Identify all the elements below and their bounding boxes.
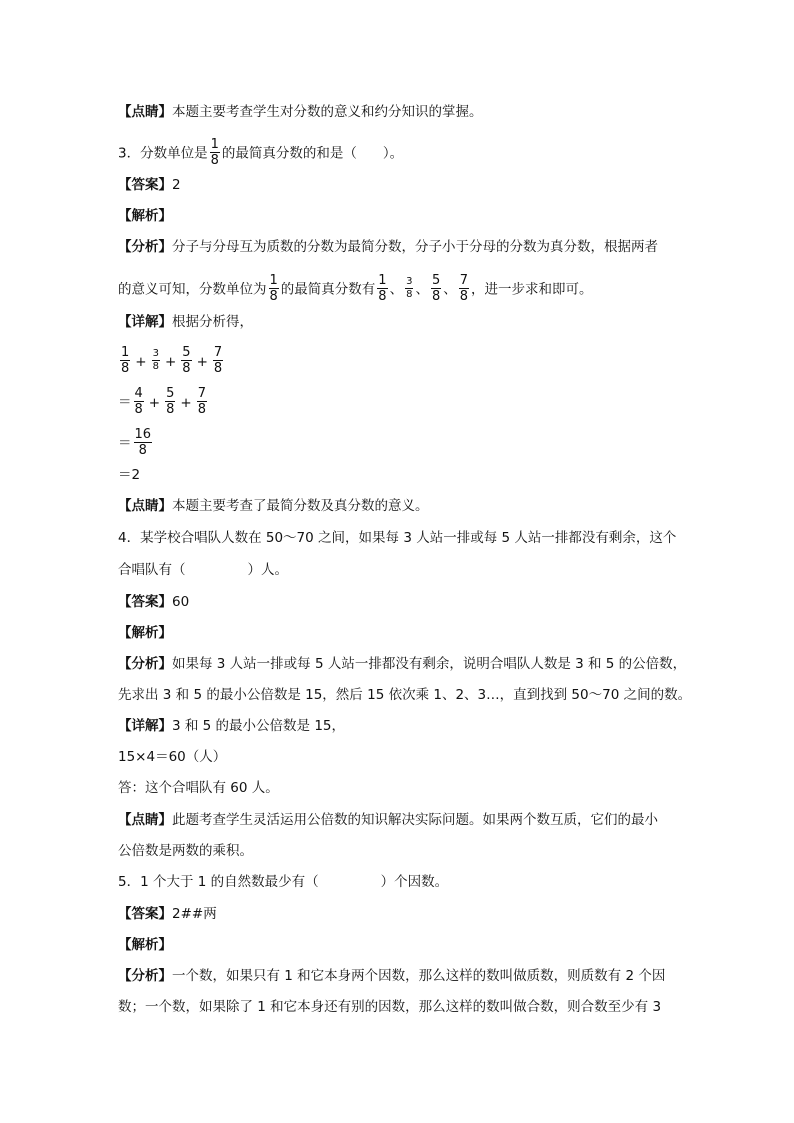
q3-result: ＝2	[118, 467, 141, 483]
fraction: $\frac{7}{8}$	[213, 345, 223, 376]
fraction: $\frac{5}{8}$	[431, 273, 441, 304]
q4-question-line1: 4．某学校合唱队人数在 50～70 之间，如果每 3 人站一排或每 5 人站一排都没有剩余，这个	[118, 530, 677, 546]
q3-sum-line2: ＝ $\frac{4}{8}$ + $\frac{5}{8}$ + $\frac{7}{8}$	[118, 386, 206, 417]
fraction: $\frac{3}{8}$	[152, 348, 159, 372]
q4-review-line1: 【点睛】此题考查学生灵活运用公倍数的知识解决实际问题。如果两个数互质，它们的最小	[118, 812, 658, 828]
detail-tag: 【详解】	[118, 718, 172, 734]
fraction: $\frac{3}{8}$	[406, 276, 413, 300]
fenxi-tag: 【分析】	[118, 656, 172, 672]
q5-question: 5．1 个大于 1 的自然数最少有（ ）个因数。	[118, 874, 449, 890]
q5-analysis-heading: 【解析】	[118, 937, 172, 953]
answer-value: 2##两	[172, 906, 217, 922]
q5-fenxi-line1: 【分析】一个数，如果只有 1 和它本身两个因数，那么这样的数叫做质数，则质数有 2 个因	[118, 968, 666, 984]
q4-review-line2: 公倍数是两数的乘积。	[118, 843, 253, 859]
fraction: $\frac{7}{8}$	[197, 386, 206, 417]
q2-review	[118, 103, 483, 123]
q4-answer	[118, 593, 189, 613]
q3-fenxi-line2: 的意义可知，分数单位为 $\frac{1}{8}$ 的最简真分数有 $\frac{1}{8}$ 、 $\frac{3}{8}$ 、 $\frac{5}{8}$ 、 $\frac{7}{8}$ ，进一步求和即可。	[118, 273, 593, 304]
question-text: 的最简真分数的和是（	[221, 145, 357, 162]
answer-tag: 【答案】	[118, 594, 172, 610]
fraction: $\frac{16}{8}$	[134, 427, 152, 458]
fraction: $\frac{5}{8}$	[166, 386, 175, 417]
q4-reply: 答：这个合唱队有 60 人。	[118, 780, 279, 796]
review-tag: 【点睛】	[118, 498, 172, 514]
q3-answer	[118, 176, 181, 196]
fraction: $\frac{5}{8}$	[182, 345, 191, 376]
answer-value: 2	[172, 177, 181, 193]
q4-calc: 15×4＝60（人）	[118, 749, 227, 765]
fraction: $\frac{1}{8}$	[269, 273, 278, 304]
q5-fenxi-line2: 数；一个数，如果除了 1 和它本身还有别的因数，那么这样的数叫做合数，则合数至少有 3	[118, 999, 662, 1015]
q4-fenxi-line1: 【分析】如果每 3 人站一排或每 5 人站一排都没有剩余，说明合唱队人数是 3 和 5 的公倍数，	[118, 656, 687, 672]
answer-value: 60	[172, 594, 190, 610]
review-tag: 【点睛】	[118, 812, 172, 828]
q3-fenxi-line1: 【分析】分子与分母互为质数的分数为最简分数，分子小于分母的分数为真分数，根据两者	[118, 239, 658, 255]
q3-sum-line1: $\frac{1}{8}$ + $\frac{3}{8}$ + $\frac{5}{8}$ + $\frac{7}{8}$	[121, 345, 223, 376]
fraction: $\frac{4}{8}$	[134, 386, 143, 417]
answer-tag: 【答案】	[118, 906, 172, 922]
q3-question	[118, 137, 404, 168]
question-text: 3．分数单位是	[118, 145, 208, 162]
review-text: 本题主要考查学生对分数的意义和约分知识的掌握。	[172, 104, 483, 120]
q5-answer	[118, 905, 217, 925]
q4-question-line2: 合唱队有（ ）人。	[118, 562, 288, 578]
q3-analysis-heading: 【解析】	[118, 208, 172, 224]
review-tag: 【点睛】	[118, 104, 172, 120]
q3-sum-line3: ＝ $\frac{16}{8}$	[118, 427, 152, 458]
detail-tag: 【详解】	[118, 314, 172, 330]
fenxi-tag: 【分析】	[118, 239, 172, 255]
answer-tag: 【答案】	[118, 177, 172, 193]
fenxi-tag: 【分析】	[118, 968, 172, 984]
fraction: $\frac{1}{8}$	[378, 273, 387, 304]
fraction: $\frac{7}{8}$	[459, 273, 468, 304]
question-text: ）。	[382, 145, 404, 162]
q4-analysis-heading: 【解析】	[118, 625, 172, 641]
q4-fenxi-line2: 先求出 3 和 5 的最小公倍数是 15，然后 15 依次乘 1、2、3…，直到找到 50～70 之间的数。	[118, 687, 692, 703]
q4-detail: 【详解】3 和 5 的最小公倍数是 15，	[118, 718, 346, 734]
fraction-unit: $\frac{1}{8}$	[210, 137, 219, 168]
q3-detail: 【详解】根据分析得，	[118, 314, 253, 330]
q3-review: 【点睛】本题主要考查了最简分数及真分数的意义。	[118, 498, 429, 514]
fraction: $\frac{1}{8}$	[121, 345, 130, 376]
